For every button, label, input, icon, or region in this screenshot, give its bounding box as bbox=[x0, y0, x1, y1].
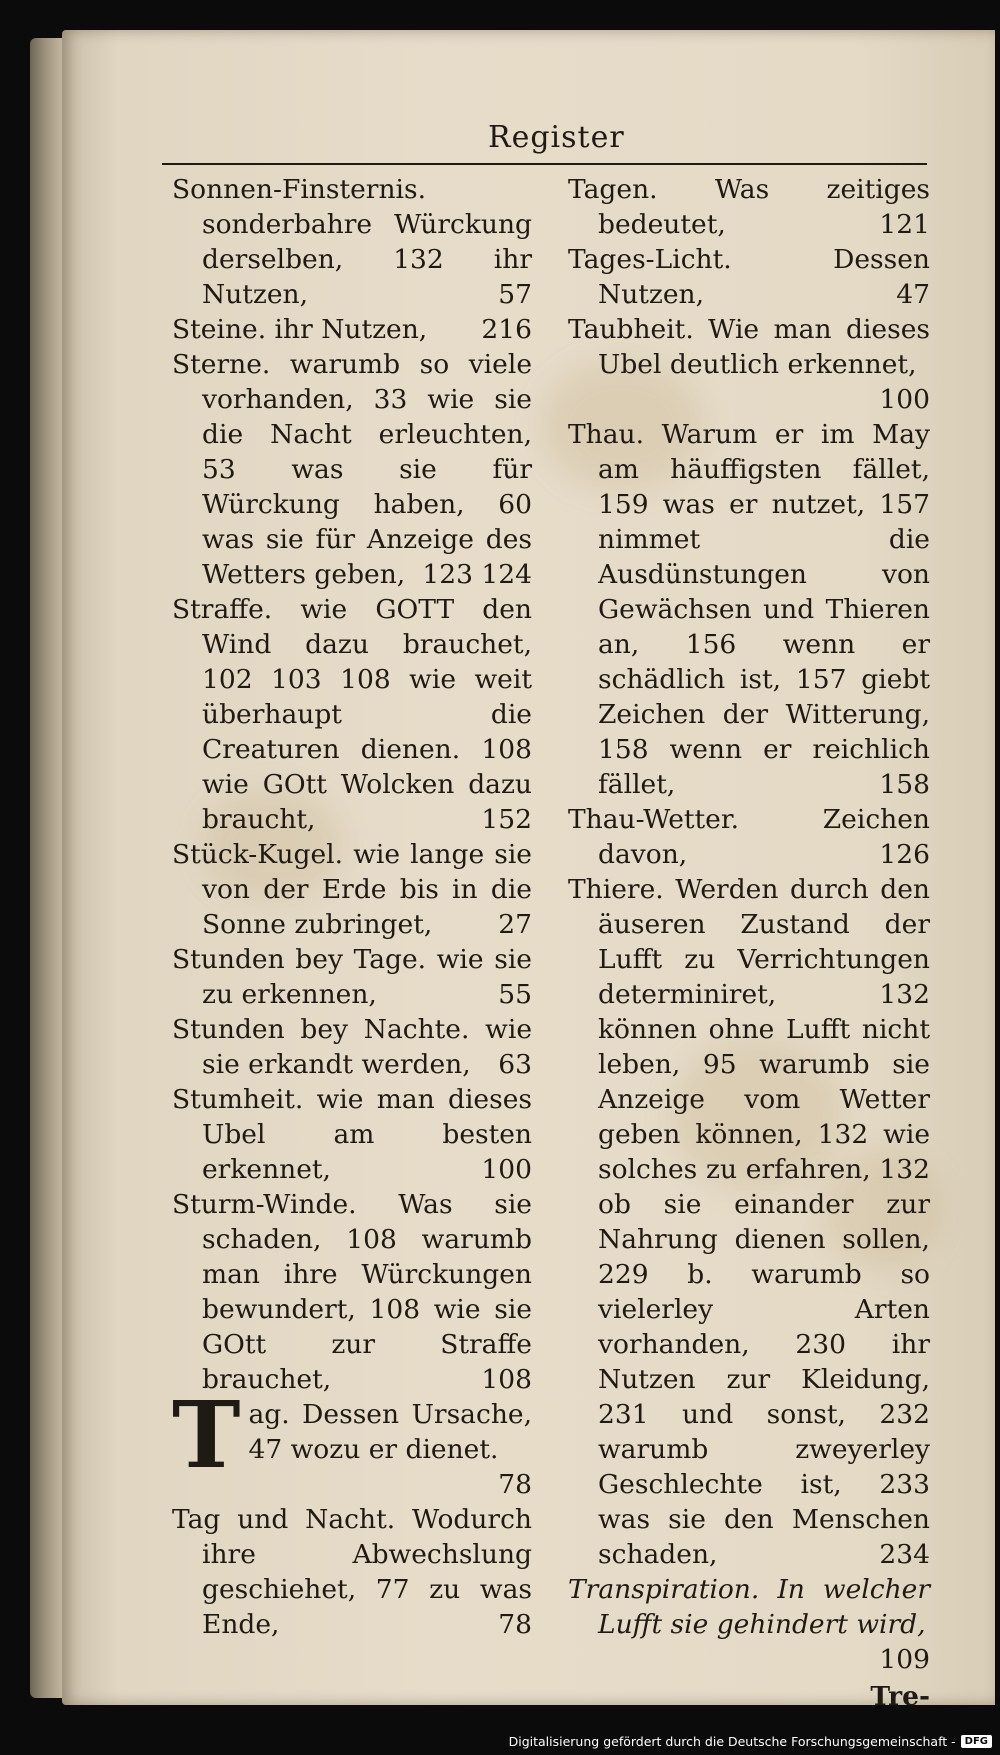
index-entry bbox=[568, 312, 930, 417]
page-ref: 100 bbox=[481, 1154, 532, 1185]
page-ref: 109 bbox=[879, 1644, 930, 1675]
index-entry bbox=[568, 242, 930, 312]
page-ref: 216 bbox=[481, 314, 532, 345]
index-entry bbox=[172, 592, 532, 837]
page-ref: 47 bbox=[896, 279, 930, 310]
page-ref: 63 bbox=[498, 1049, 532, 1080]
entry-text: Thau. Warum er im May am häuffigsten fället, 159 was er nutzet, 157 nimmet die Ausdünstungen von Gewächsen und Thieren an, 156 wenn er schädlich ist, 157 giebt Zeichen der Witterung, 158 wenn er reichlich fället, bbox=[568, 419, 930, 800]
entry-text: Tagen. Was zeitiges bedeutet, bbox=[568, 174, 930, 240]
index-entry bbox=[568, 802, 930, 872]
index-entry bbox=[568, 1572, 930, 1677]
entry-text: Stunden bey Tage. wie sie zu erkennen, bbox=[172, 944, 532, 1010]
footer-text: Digitalisierung gefördert durch die Deutsche Forschungsgemeinschaft - bbox=[508, 1734, 956, 1749]
running-head: Register bbox=[488, 120, 625, 155]
index-entry bbox=[568, 172, 930, 242]
catchword: Tre- bbox=[870, 1681, 930, 1712]
digitization-footer bbox=[509, 1734, 992, 1749]
entry-text: Transpiration. In welcher Lufft sie gehindert wird, bbox=[568, 1574, 930, 1640]
page-ref: 78 bbox=[498, 1609, 532, 1640]
index-entry bbox=[172, 1381, 532, 1502]
index-entry bbox=[568, 417, 930, 802]
entry-text: Thau-Wetter. Zeichen davon, bbox=[568, 804, 930, 870]
page-ref: 121 bbox=[879, 209, 930, 240]
page-ref: 126 bbox=[879, 839, 930, 870]
page-ref: 123 124 bbox=[422, 559, 532, 590]
index-entry bbox=[172, 1502, 532, 1642]
page-ref: 78 bbox=[498, 1469, 532, 1500]
entry-text: Steine. ihr Nutzen, bbox=[172, 314, 428, 345]
drop-capital: T bbox=[172, 1381, 241, 1489]
dfg-logo-icon: DFG bbox=[961, 1735, 992, 1748]
page-ref: 57 bbox=[498, 279, 532, 310]
index-column-right bbox=[568, 172, 930, 1714]
entry-text: Tages-Licht. Dessen Nutzen, bbox=[568, 244, 930, 310]
entry-text: Sonnen-Finsternis. sonderbahre Würckung derselben, 132 ihr Nutzen, bbox=[172, 174, 532, 310]
index-entry bbox=[172, 312, 532, 347]
index-entry bbox=[172, 1082, 532, 1187]
entry-text: Stunden bey Nachte. wie sie erkandt werden, bbox=[172, 1014, 532, 1080]
entry-text: Straffe. wie GOTT den Wind dazu brauchet, 102 103 108 wie weit überhaupt die Creaturen dienen. 108 wie GOtt Wolcken dazu braucht, bbox=[172, 594, 532, 835]
page-ref: 152 bbox=[481, 804, 532, 835]
header-rule bbox=[162, 163, 927, 165]
page-ref: 234 bbox=[879, 1539, 930, 1570]
page-ref: 158 bbox=[879, 769, 930, 800]
entry-text: Stück-Kugel. wie lange sie von der Erde bis in die Sonne zubringet, bbox=[172, 839, 532, 940]
page-ref: 100 bbox=[879, 384, 930, 415]
page-ref: 108 bbox=[481, 1364, 532, 1395]
entry-text: Tag und Nacht. Wodurch ihre Abwechslung geschiehet, 77 zu was Ende, bbox=[172, 1504, 532, 1640]
entry-text: Sturm-Winde. Was sie schaden, 108 warumb man ihre Würckungen bewundert, 108 wie sie GOtt zur Straffe brauchet, bbox=[172, 1189, 532, 1395]
entry-text: ag. Dessen Ursache, 47 wozu er dienet. bbox=[248, 1399, 532, 1465]
index-entry bbox=[172, 837, 532, 942]
page-ref: 27 bbox=[498, 909, 532, 940]
entry-text: Thiere. Werden durch den äuseren Zustand der Lufft zu Verrichtungen determiniret, 132 können ohne Lufft nicht leben, 95 warumb sie Anzeige vom Wetter geben können, 132 wie solches zu erfahren, 132 ob sie einander zur Nahrung dienen sollen, 229 b. warumb so vielerley Arten vorhanden, 230 ihr Nutzen zur Kleidung, 231 und sonst, 232 warumb zweyerley Geschlechte ist, 233 was sie den Menschen schaden, bbox=[568, 874, 930, 1570]
entry-text: Stumheit. wie man dieses Ubel am besten erkennet, bbox=[172, 1084, 532, 1185]
entry-text: Taubheit. Wie man dieses Ubel deutlich erkennet, bbox=[568, 314, 930, 380]
index-entry bbox=[172, 172, 532, 312]
index-entry bbox=[172, 1187, 532, 1397]
index-entry bbox=[172, 942, 532, 1012]
index-entry bbox=[172, 347, 532, 592]
index-entry bbox=[172, 1012, 532, 1082]
index-column-left bbox=[172, 172, 532, 1642]
index-entry bbox=[568, 872, 930, 1572]
entry-text: Sterne. warumb so viele vorhanden, 33 wie sie die Nacht erleuchten, 53 was sie für Würckung haben, 60 was sie für Anzeige des Wetters geben, bbox=[172, 349, 532, 590]
page-ref: 55 bbox=[498, 979, 532, 1010]
